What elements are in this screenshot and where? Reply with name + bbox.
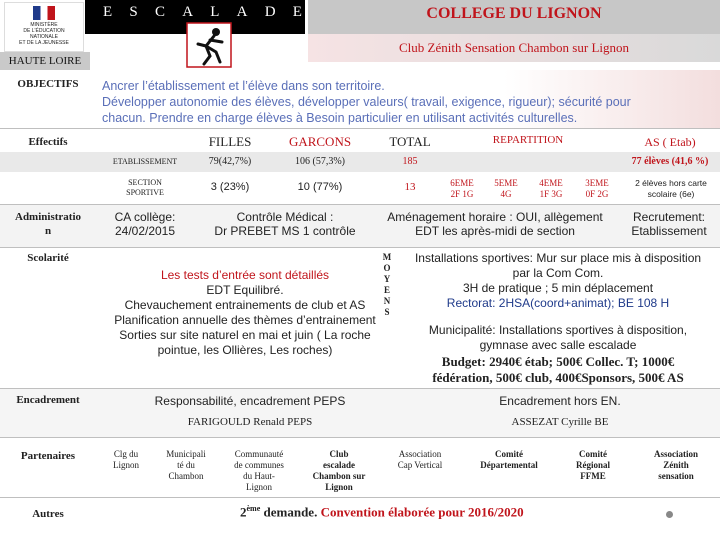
moyens-municipalite [398, 323, 718, 353]
row-etablissement-total: 185 [402, 156, 418, 167]
muni-line: gymnase avec salle escalade [479, 338, 637, 352]
scolarite-text [110, 268, 380, 358]
escalade-letter: D [264, 4, 277, 20]
demande-sup: ème [246, 504, 261, 513]
club-title: Club Zénith Sensation Chambon sur Lignon [398, 40, 629, 55]
partner-line: té du [177, 460, 195, 470]
rep-bottom: 1F 3G [539, 189, 563, 199]
rep-top: 5EME [494, 178, 518, 188]
administration-label-line: Administratio [15, 211, 81, 223]
row-etablissement-garcons: 106 (57,3%) [295, 156, 345, 167]
install-line: Installations sportives: Mur sur place mis à disposition [414, 251, 702, 265]
encadrement-name-be: ASSEZAT Cyrille BE [511, 416, 609, 428]
row-etablissement-label: ETABLISSEMENT [112, 157, 178, 166]
row-section-filles: 3 (23%) [210, 181, 250, 193]
partner-line: sensation [658, 471, 694, 481]
region-label: HAUTE LOIRE [8, 55, 82, 67]
horaire-line: EDT les après-midi de section [415, 224, 575, 238]
row-section-garcons: 10 (77%) [297, 181, 343, 193]
encadrement-resp: Responsabilité, encadrement PEPS [154, 394, 346, 408]
partner-line: Comité [495, 449, 523, 459]
partner-line: escalade [323, 460, 355, 470]
escalade-letter: A [236, 4, 249, 20]
scolarite-line: Planification annuelle des thèmes d’entrainement [114, 313, 376, 327]
objectifs-text [102, 78, 718, 126]
objectifs-line: Ancrer l’établissement et l’élève dans son territoire. [102, 79, 385, 93]
climber-logo [186, 22, 232, 68]
ca-date [100, 210, 190, 238]
budget-line: fédération, 500€ club, 400€Sponsors, 500€ AS [432, 370, 684, 385]
objectifs-label: OBJECTIFS [17, 78, 79, 90]
row-section-label [100, 178, 190, 198]
scolarite-line: Sorties sur site naturel en mai et juin ( La roche [119, 328, 371, 342]
partner-clg [100, 449, 152, 471]
budget-line: Budget: 2940€ étab; 500€ Collec. T; 1000€ [441, 354, 675, 369]
encadrement-hors: Encadrement hors EN. [499, 394, 621, 408]
autres-demande [240, 504, 660, 520]
install-line: par la Com Com. [512, 266, 604, 280]
col-as: AS ( Etab) [644, 135, 696, 149]
rep-5eme [484, 178, 528, 200]
col-total: TOTAL [389, 134, 431, 149]
partner-line: du Haut- [243, 471, 275, 481]
logo-line: ET DE LA JEUNESSE [19, 40, 69, 46]
region-banner [0, 52, 90, 70]
partner-line: Lignon [113, 460, 139, 470]
rectorat-line: Rectorat: 2HSA(coord+animat); BE 108 H [446, 296, 670, 310]
section-as-line: scolaire (6e) [647, 189, 695, 199]
college-title: COLLEGE DU LIGNON [426, 5, 602, 22]
encadrement-name-peps: FARIGOULD Renald PEPS [187, 416, 313, 428]
row-section-total: 13 [404, 181, 416, 193]
partner-line: FFME [580, 471, 606, 481]
col-filles: FILLES [208, 134, 252, 149]
col-repartition: REPARTITION [492, 134, 564, 146]
moyens-letter: S [384, 307, 390, 317]
rep-top: 3EME [585, 178, 609, 188]
horaire-line: Aménagement horaire : OUI, allègement [387, 210, 603, 224]
logo-line: MINISTÈRE [30, 22, 58, 28]
install-line: 3H de pratique ; 5 min déplacement [462, 281, 654, 295]
partner-line: de communes [234, 460, 284, 470]
climber-icon [186, 22, 232, 68]
ca-line: 24/02/2015 [114, 224, 176, 238]
partner-line: Club [329, 449, 349, 459]
rep-bottom: 4G [500, 189, 512, 199]
partner-line: Lignon [246, 482, 272, 492]
partner-comite-dep [466, 449, 552, 471]
administration-label-line: n [44, 225, 52, 237]
moyens-letter: E [383, 285, 390, 295]
partner-line: Clg du [113, 449, 139, 459]
marianne-icon [33, 6, 55, 20]
amenagement-horaire [380, 210, 610, 238]
administration-label [0, 210, 96, 238]
logo-line: DE L'ÉDUCATION [23, 28, 65, 34]
partner-line: Départemental [480, 460, 538, 470]
rep-bottom: 2F 1G [450, 189, 474, 199]
partner-line: Régional [575, 460, 610, 470]
partner-line: Association [653, 449, 698, 459]
rep-4eme [528, 178, 574, 200]
partner-line: Communauté [234, 449, 284, 459]
recrut-line: Etablissement [631, 224, 707, 238]
partner-line: Chambon sur [312, 471, 366, 481]
row-section-as [622, 178, 720, 200]
ministry-logo [4, 2, 84, 52]
escalade-letter: E [103, 4, 114, 20]
partner-municipalite [156, 449, 216, 482]
logo-line: NATIONALE [30, 34, 58, 40]
college-banner [308, 0, 720, 34]
col-garcons: GARCONS [288, 134, 352, 149]
partner-line: Zénith [663, 460, 689, 470]
recrut-line: Recrutement: [632, 210, 706, 224]
ca-line: CA collège: [114, 210, 176, 224]
section-label-line: SPORTIVE [126, 188, 164, 197]
recrutement [618, 210, 720, 238]
objectifs-line: Développer autonomie des élèves, développer valeurs( travail, exigence, rigueur); sécurité pour [102, 95, 631, 109]
muni-line: Municipalité: Installations sportives à disposition, [428, 323, 688, 337]
escalade-letter: C [154, 4, 166, 20]
objectifs-line: chacun. Prendre en charge élèves à Besoin particulier en utilisant activités culturelles. [102, 111, 578, 125]
rep-top: 4EME [539, 178, 563, 188]
scolarite-line: Chevauchement entrainements de club et AS [124, 298, 366, 312]
moyens-letter: N [383, 296, 391, 306]
escalade-letter: L [210, 4, 221, 20]
moyens-letter: M [382, 252, 392, 262]
escalade-letter: S [129, 4, 139, 20]
rep-6eme [440, 178, 484, 200]
demande-number: 2 [240, 504, 247, 520]
escalade-letter: E [292, 4, 303, 20]
partenaires-label: Partenaires [20, 450, 76, 462]
rep-top: 6EME [450, 178, 474, 188]
partner-comite-reg [556, 449, 630, 482]
convention-text: Convention élaborée pour 2016/2020 [320, 504, 524, 520]
partner-line: Association [398, 449, 442, 459]
medical-line: Contrôle Médical : [236, 210, 334, 224]
demande-text: demande. [260, 504, 321, 520]
section-as-line: 2 élèves hors carte [635, 178, 707, 188]
partner-line: Comité [579, 449, 607, 459]
partner-comcom [220, 449, 298, 493]
escalade-letter: A [182, 4, 195, 20]
partner-cap-vertical [382, 449, 458, 471]
encadrement-label: Encadrement [16, 394, 80, 406]
scolarite-label: Scolarité [27, 252, 69, 264]
row-etablissement-as: 77 élèves (41,6 %) [631, 156, 709, 167]
partner-zenith [636, 449, 716, 482]
bullet-dot [666, 511, 673, 518]
club-banner [308, 34, 720, 62]
moyens-letter: Y [383, 274, 391, 284]
autres-label: Autres [32, 508, 64, 520]
scolarite-line: EDT Equilibré. [206, 283, 284, 297]
moyens-letter: O [383, 263, 391, 273]
partner-line: Lignon [325, 482, 353, 492]
scolarite-line: pointue, les Ollières, Les roches) [157, 343, 333, 357]
partner-line: Municipali [166, 449, 206, 459]
partner-club [302, 449, 376, 493]
row-etablissement-filles: 79(42,7%) [208, 156, 252, 167]
moyens-vertical [380, 252, 394, 318]
rep-3eme [574, 178, 620, 200]
effectifs-label: Effectifs [28, 136, 68, 148]
rep-bottom: 0F 2G [585, 189, 609, 199]
scolarite-tests: Les tests d’entrée sont détaillés [160, 268, 330, 282]
controle-medical [195, 210, 375, 238]
partner-line: Chambon [168, 471, 204, 481]
medical-line: Dr PREBET MS 1 contrôle [214, 224, 356, 238]
section-label-line: SECTION [128, 178, 162, 187]
moyens-budget [398, 354, 718, 386]
partner-line: Cap Vertical [397, 460, 443, 470]
moyens-installations [398, 251, 718, 311]
